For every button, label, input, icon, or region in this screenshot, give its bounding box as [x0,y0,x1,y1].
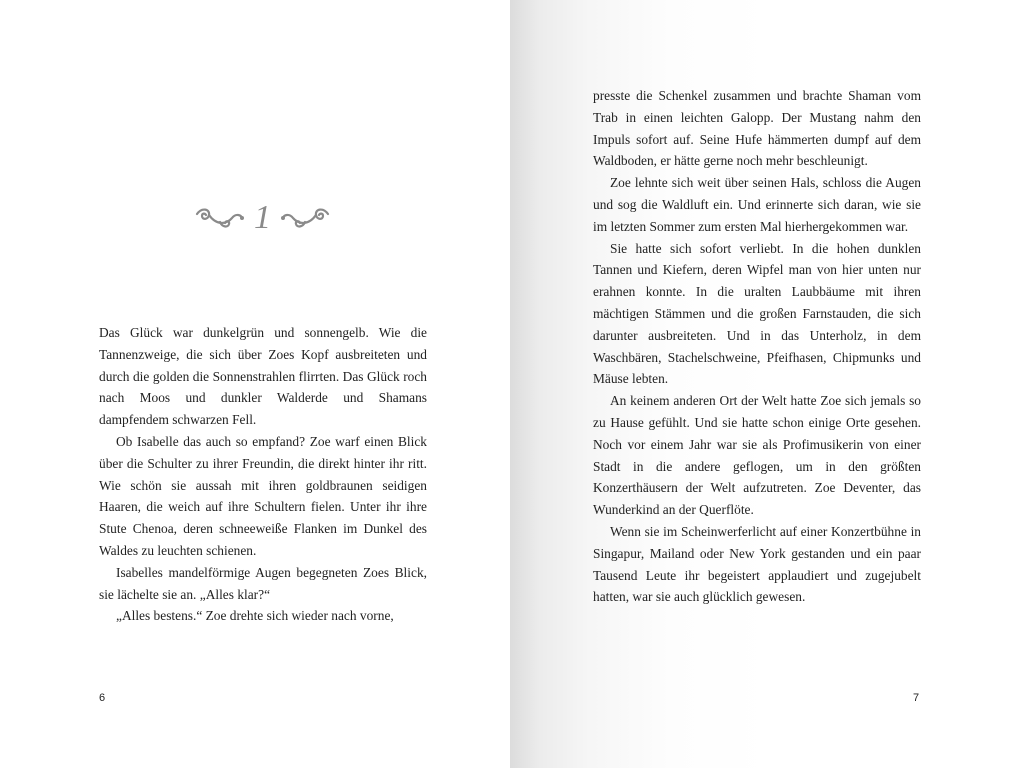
page-number-left: 6 [99,692,106,704]
paragraph: Sie hatte sich sofort verliebt. In die hohen dunklen Tannen und Kiefern, deren Wipfel man von hier unten nur erahnen konnte. In die uralten Laubbäume mit ihren mächtigen Stämmen und die großen Farnstauden, die sich darunter ausbreiteten. Und in das Unterholz, in dem Waschbären, Stachelschweine, Pfeifhasen, Chipmunks und Mäuse lebten. [593,240,921,387]
paragraph: Zoe lehnte sich weit über seinen Hals, schloss die Augen und sog die Waldluft ein. Und erinnerte sich daran, wie sie im letzten Sommer zum ersten Mal hierhergekommen war. [593,175,921,234]
paragraph: Wenn sie im Scheinwerferlicht auf einer Konzertbühne in Singapur, Mailand oder New York gestanden und ein paar Tausend Leute ihr begeistert applaudiert und zugejubelt hatten, war sie auch glücklich gewesen. [593,523,921,605]
paragraph: Ob Isabelle das auch so empfand? Zoe warf einen Blick über die Schulter zu ihrer Freundin, die direkt hinter ihr ritt. Wie schön sie aussah mit ihren goldbraunen seidigen Haaren, die weich auf ihre Schultern fielen. Unter ihr ihre Stute Chenoa, deren schneeweiße Flanken im Dunkel des Waldes zu leuchten schienen. [99,433,427,558]
flourish-right-icon [281,205,331,231]
paragraph: Isabelles mandelförmige Augen begegneten Zoes Blick, sie lächelte sie an. „Alles klar?“ [99,564,427,602]
chapter-heading [185,196,340,240]
paragraph: presste die Schenkel zusammen und brachte Shaman vom Trab in einen leichten Galopp. Der Mustang nahm den Impuls sofort auf. Seine Hufe hämmerten dumpf auf dem Waldboden, er hätte gerne noch mehr beschleunigt. [593,88,921,169]
page-number-right: 7 [913,692,920,704]
right-body-text [593,85,921,608]
chapter-number: 1 [254,199,271,236]
left-body-text [99,322,427,627]
flourish-left-icon [194,205,244,231]
paragraph: Das Glück war dunkelgrün und sonnengelb. Wie die Tannenzweige, die sich über Zoes Kopf ausbreiteten und durch die golden die Sonnenstrahlen flirrten. Das Glück roch nach Moos und dunkler Walderde und Shamans dampfendem schwarzen Fell. [99,325,427,428]
paragraph: „Alles bestens.“ Zoe drehte sich wieder nach vorne, [116,608,394,624]
paragraph: An keinem anderen Ort der Welt hatte Zoe sich jemals so zu Hause gefühlt. Und sie hatte schon einige Orte gesehen. Noch vor einem Jahr war sie als Profimusikerin von einer Stadt in die andere geflogen, um in den größten Konzerthäusern der Welt aufzutreten. Zoe Deventer, das Wunderkind an der Querflöte. [593,393,921,518]
